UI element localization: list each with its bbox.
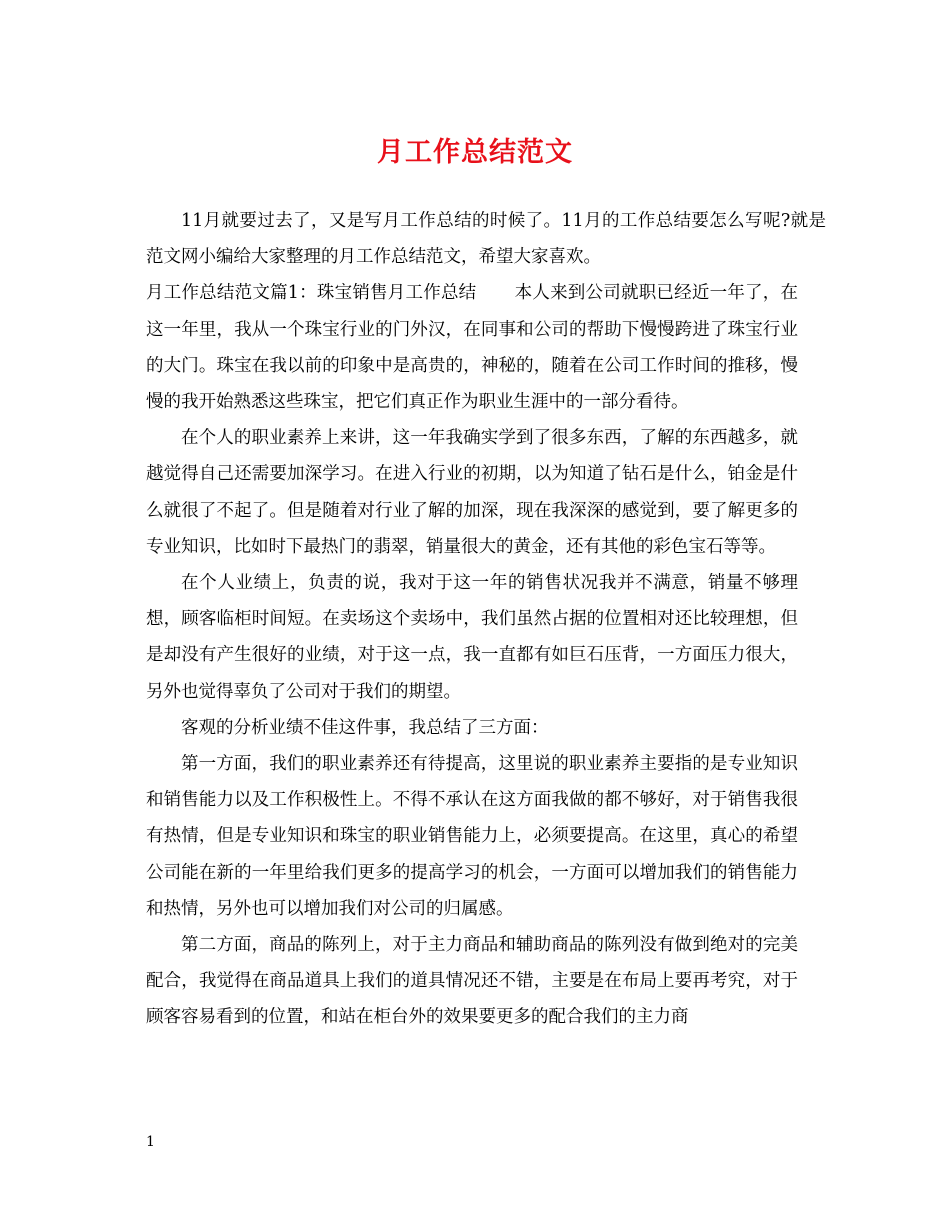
intro-paragraph: 11月就要过去了，又是写月工作总结的时候了。11月的工作总结要怎么写呢?就是范文网小编给大家整理的月工作总结范文，希望大家喜欢。	[146, 211, 826, 268]
body-paragraph: 在个人业绩上，负责的说，我对于这一年的销售状况我并不满意，销量不够理想，顾客临柜时间短。在卖场这个卖场中，我们虽然占据的位置相对还比较理想，但是却没有产生很好的业绩，对于这一点，我一直都有如巨石压背，一方面压力很大，另外也觉得辜负了公司对于我们的期望。	[146, 573, 798, 702]
body-paragraph: 第二方面，商品的陈列上，对于主力商品和辅助商品的陈列没有做到绝对的完美配合，我觉得在商品道具上我们的道具情况还不错，主要是在布局上要再考究，对于顾客容易看到的位置，和站在柜台外的效果要更多的配合我们的主力商	[146, 935, 798, 1028]
body-paragraph: 在个人的职业素养上来讲，这一年我确实学到了很多东西，了解的东西越多，就越觉得自己还需要加深学习。在进入行业的初期，以为知道了钻石是什么，铂金是什么就很了不起了。但是随着对行业了解的加深，现在我深深的感觉到，要了解更多的专业知识，比如时下最热门的翡翠，销量很大的黄金，还有其他的彩色宝石等等。	[146, 428, 798, 557]
document-body	[146, 203, 826, 1036]
section-opening-paragraph	[146, 275, 798, 420]
section-first-paragraph: 本人来到公司就职已经近一年了，在这一年里，我从一个珠宝行业的门外汉，在同事和公司的帮助下慢慢跨进了珠宝行业的大门。珠宝在我以前的印象中是高贵的，神秘的，随着在公司工作时间的推移，慢慢的我开始熟悉这些珠宝，把它们真正作为职业生涯中的一部分看待。	[146, 283, 798, 413]
page-number: 1	[146, 1134, 155, 1150]
document-title: 月工作总结范文	[377, 137, 573, 168]
body-paragraph: 客观的分析业绩不佳这件事，我总结了三方面：	[181, 717, 549, 738]
section-heading: 月工作总结范文篇1：珠宝销售月工作总结	[146, 283, 477, 304]
body-paragraph: 第一方面，我们的职业素养还有待提高，这里说的职业素养主要指的是专业知识和销售能力以及工作积极性上。不得不承认在这方面我做的都不够好，对于销售我很有热情，但是专业知识和珠宝的职业销售能力上，必须要提高。在这里，真心的希望公司能在新的一年里给我们更多的提高学习的机会，一方面可以增加我们的销售能力和热情，另外也可以增加我们对公司的归属感。	[146, 754, 798, 919]
